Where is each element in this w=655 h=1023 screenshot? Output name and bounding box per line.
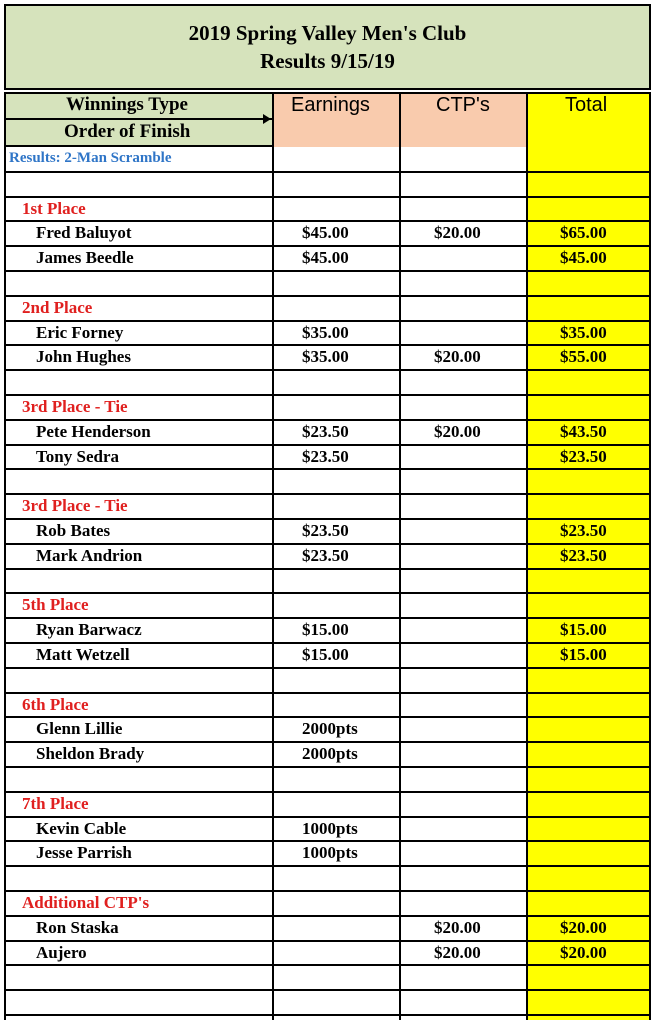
grid-hline xyxy=(4,667,651,669)
section-label: 3rd Place - Tie xyxy=(22,397,128,416)
grid-vline xyxy=(526,92,528,1020)
earnings-value: $23.50 xyxy=(302,446,349,466)
grid-hline xyxy=(4,270,651,272)
earnings-value: $35.00 xyxy=(302,347,349,367)
player-name: Sheldon Brady xyxy=(36,744,145,764)
grid-hline xyxy=(4,617,651,619)
total-value: $15.00 xyxy=(560,620,607,640)
total-value: $35.00 xyxy=(560,322,607,342)
earnings-value: $15.00 xyxy=(302,645,349,664)
total-value: $65.00 xyxy=(560,223,607,243)
section-label: 1st Place xyxy=(22,198,86,218)
earnings-value: 1000pts xyxy=(302,843,358,863)
grid-hline xyxy=(4,915,651,917)
order-of-finish-header: Order of Finish xyxy=(64,121,191,142)
grid-vline xyxy=(399,92,401,1020)
player-name: Ron Staska xyxy=(36,917,119,937)
total-value: $23.50 xyxy=(560,446,607,466)
title-line-2: Results 9/15/19 xyxy=(260,49,395,73)
player-name: Pete Henderson xyxy=(36,421,151,441)
grid-hline xyxy=(4,320,651,322)
earnings-value: 2000pts xyxy=(302,744,358,764)
grid-vline xyxy=(4,92,6,1020)
grid-hline xyxy=(4,196,651,198)
grid-hline xyxy=(4,716,651,718)
results-label: Results: 2-Man Scramble xyxy=(9,150,172,166)
earnings-value: $23.50 xyxy=(302,521,349,540)
grid-hline xyxy=(4,468,651,470)
section-label: 5th Place xyxy=(22,595,89,615)
grid-hline xyxy=(4,568,651,570)
grid-hline xyxy=(4,692,651,694)
total-value: $20.00 xyxy=(560,917,607,937)
player-name: Mark Andrion xyxy=(36,545,143,565)
grid-hline xyxy=(4,518,651,520)
section-label: 7th Place xyxy=(22,793,89,813)
player-name: John Hughes xyxy=(36,347,131,367)
winnings-type-header: Winnings Type xyxy=(66,94,188,115)
grid-hline xyxy=(4,493,651,495)
grid-hline xyxy=(4,92,651,94)
grid-hline xyxy=(4,741,651,743)
title-box xyxy=(4,4,651,90)
ctp-value: $20.00 xyxy=(434,942,481,962)
grid-hline xyxy=(4,964,651,966)
earnings-value: 1000pts xyxy=(302,818,358,838)
earnings-value: $45.00 xyxy=(302,223,349,243)
total-value: $55.00 xyxy=(560,347,607,367)
section-label: 2nd Place xyxy=(22,297,93,317)
player-name: Kevin Cable xyxy=(36,818,127,838)
total-value: $15.00 xyxy=(560,645,607,664)
grid-hline xyxy=(4,840,651,842)
grid-hline xyxy=(4,890,651,892)
results-table xyxy=(4,92,651,1020)
total-value: $45.00 xyxy=(560,248,607,268)
section-label: 3rd Place - Tie xyxy=(22,496,128,516)
player-name: Tony Sedra xyxy=(36,446,119,466)
grid-hline xyxy=(4,592,651,594)
grid-hline xyxy=(4,1014,651,1016)
player-name: Ryan Barwacz xyxy=(36,620,142,640)
grid-vline xyxy=(272,92,274,1020)
player-name: James Beedle xyxy=(36,248,134,268)
section-label: 6th Place xyxy=(22,694,89,714)
ctps-header: CTP's xyxy=(436,94,490,116)
grid-hline xyxy=(4,816,651,818)
ctp-value: $20.00 xyxy=(434,223,481,243)
player-name: Fred Baluyot xyxy=(36,223,132,243)
earnings-value: $23.50 xyxy=(302,545,349,565)
player-name: Matt Wetzell xyxy=(36,645,130,664)
total-value: $43.50 xyxy=(560,421,607,441)
total-value: $20.00 xyxy=(560,942,607,962)
grid-hline xyxy=(4,642,651,644)
grid-hline xyxy=(4,865,651,867)
earnings-value: $15.00 xyxy=(302,620,349,640)
grid-hline xyxy=(4,145,272,147)
grid-hline xyxy=(4,766,651,768)
player-name: Aujero xyxy=(36,942,87,962)
grid-vline xyxy=(649,92,651,1020)
ctp-value: $20.00 xyxy=(434,347,481,367)
earnings-header: Earnings xyxy=(291,94,370,116)
grid-hline xyxy=(4,791,651,793)
grid-hline xyxy=(4,444,651,446)
grid-hline xyxy=(4,171,651,173)
grid-hline xyxy=(4,419,651,421)
player-name: Glenn Lillie xyxy=(36,719,123,739)
player-name: Eric Forney xyxy=(36,322,124,342)
earnings-value: 2000pts xyxy=(302,719,358,739)
title-line-1: 2019 Spring Valley Men's Club xyxy=(188,21,467,45)
grid-hline xyxy=(4,394,651,396)
total-value: $23.50 xyxy=(560,545,607,565)
total-header: Total xyxy=(565,94,608,116)
player-name: Jesse Parrish xyxy=(36,843,132,863)
grid-hline xyxy=(4,940,651,942)
grid-hline xyxy=(4,344,651,346)
total-value: $23.50 xyxy=(560,521,607,540)
section-label: Additional CTP's xyxy=(22,893,150,912)
grid-hline xyxy=(4,543,651,545)
earnings-value: $45.00 xyxy=(302,248,349,268)
grid-hline xyxy=(4,118,272,120)
earnings-value: $35.00 xyxy=(302,322,349,342)
ctp-value: $20.00 xyxy=(434,917,481,937)
arrow-marker-icon xyxy=(263,114,271,124)
grid-hline xyxy=(4,245,651,247)
ctp-value: $20.00 xyxy=(434,421,481,441)
grid-hline xyxy=(4,295,651,297)
grid-hline xyxy=(4,989,651,991)
grid-hline xyxy=(4,220,651,222)
grid-hline xyxy=(4,369,651,371)
player-name: Rob Bates xyxy=(36,521,111,540)
earnings-value: $23.50 xyxy=(302,421,349,441)
